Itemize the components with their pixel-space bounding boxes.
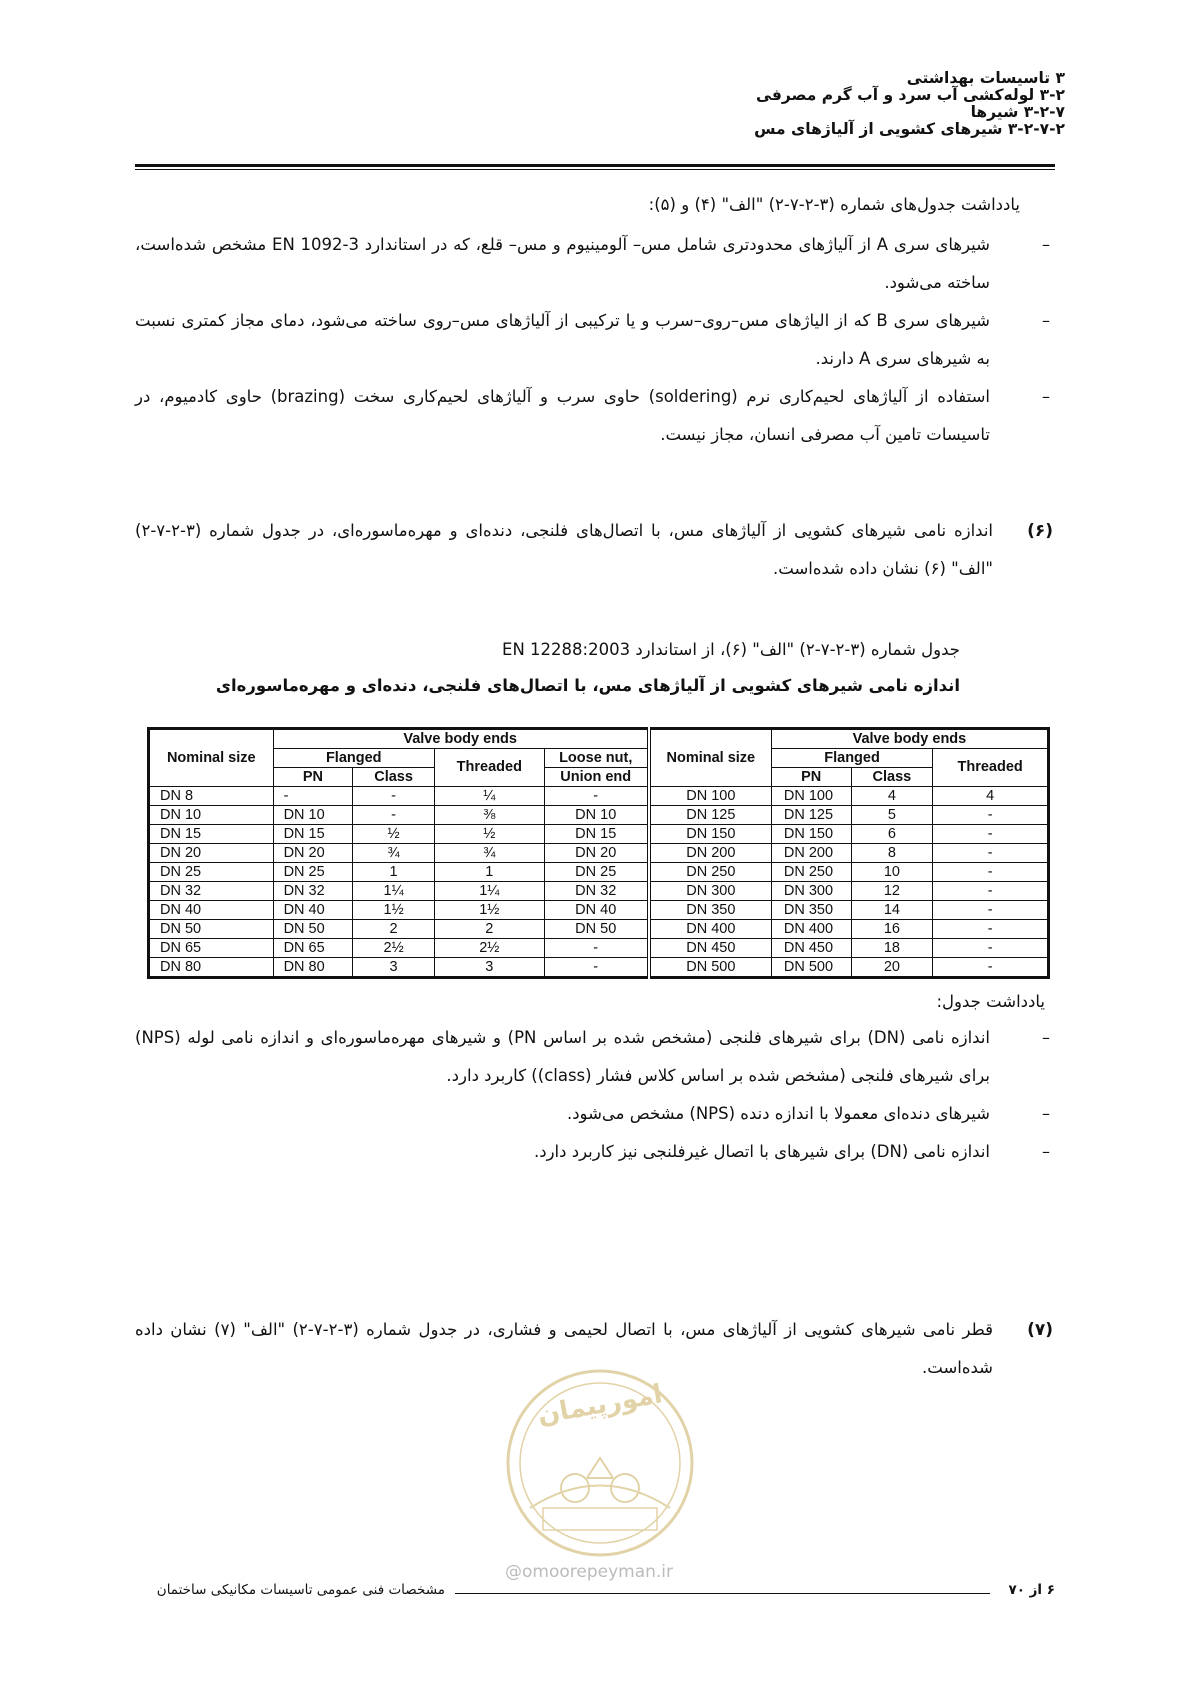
at-icon: @ bbox=[505, 1562, 522, 1582]
header-rule-thin bbox=[135, 169, 1055, 170]
table-cell: ½ bbox=[353, 825, 435, 844]
col-nominal-size-right: Nominal size bbox=[649, 729, 772, 787]
table-cell: 18 bbox=[851, 939, 933, 958]
table-cell: DN 200 bbox=[771, 844, 851, 863]
table-cell: 1½ bbox=[434, 901, 544, 920]
table-note-text-2: شیرهای دنده‌ای معمولا با اندازه دنده (NPS) مشخص می‌شود. bbox=[566, 1104, 990, 1123]
section-header bbox=[365, 70, 1065, 138]
table-cell: DN 65 bbox=[149, 939, 274, 958]
table-cell: - bbox=[933, 863, 1049, 882]
table-cell: DN 15 bbox=[149, 825, 274, 844]
table-title: اندازه نامی شیرهای کشویی از آلیاژهای مس، با اتصال‌های فلنجی، دنده‌ای و مهره‌ماسوره‌ای bbox=[215, 676, 960, 695]
table-cell: 3 bbox=[353, 958, 435, 978]
footer-page-number: ۶ از ۷۰ bbox=[1008, 1582, 1055, 1598]
table-cell: - bbox=[544, 939, 649, 958]
table-cell: 2½ bbox=[353, 939, 435, 958]
table-cell: 1¼ bbox=[434, 882, 544, 901]
table-cell: DN 8 bbox=[149, 787, 274, 806]
table-cell: DN 200 bbox=[649, 844, 772, 863]
table-note-item-3 bbox=[135, 1133, 1050, 1171]
table-note-text-3: اندازه نامی (DN) برای شیرهای با اتصال غیرفلنجی نیز کاربرد دارد. bbox=[533, 1142, 990, 1161]
table-cell: - bbox=[544, 787, 649, 806]
table-cell: DN 125 bbox=[649, 806, 772, 825]
table-cell: DN 10 bbox=[149, 806, 274, 825]
table-cell: 4 bbox=[933, 787, 1049, 806]
note-item-1 bbox=[135, 226, 1050, 302]
table-cell: DN 50 bbox=[149, 920, 274, 939]
table-cell: DN 20 bbox=[149, 844, 274, 863]
table-row bbox=[149, 806, 1049, 825]
col-valve-body-ends-left: Valve body ends bbox=[273, 729, 649, 749]
table-cell: DN 500 bbox=[649, 958, 772, 978]
table-cell: - bbox=[933, 825, 1049, 844]
table-header-row-3 bbox=[149, 768, 1049, 787]
table-header-row-1 bbox=[149, 729, 1049, 749]
table-cell: DN 25 bbox=[544, 863, 649, 882]
table-cell: DN 450 bbox=[649, 939, 772, 958]
dash-marker: – bbox=[1042, 311, 1050, 330]
table-cell: DN 40 bbox=[273, 901, 353, 920]
table-cell: DN 125 bbox=[771, 806, 851, 825]
col-pn-left: PN bbox=[273, 768, 353, 787]
dash-marker: – bbox=[1042, 387, 1050, 406]
table-cell: 20 bbox=[851, 958, 933, 978]
table-cell: DN 25 bbox=[273, 863, 353, 882]
table-cell: - bbox=[273, 787, 353, 806]
table-cell: DN 500 bbox=[771, 958, 851, 978]
table-cell: DN 10 bbox=[544, 806, 649, 825]
table-cell: - bbox=[933, 939, 1049, 958]
table-cell: DN 250 bbox=[771, 863, 851, 882]
dash-marker: – bbox=[1042, 235, 1050, 254]
table-cell: DN 250 bbox=[649, 863, 772, 882]
table-cell: 1 bbox=[434, 863, 544, 882]
col-flanged-left: Flanged bbox=[273, 749, 434, 768]
table-cell: ⅜ bbox=[434, 806, 544, 825]
note-item-2 bbox=[135, 302, 1050, 378]
table-cell: 2 bbox=[434, 920, 544, 939]
table-cell: DN 32 bbox=[149, 882, 274, 901]
table-cell: DN 40 bbox=[149, 901, 274, 920]
table-cell: ¾ bbox=[353, 844, 435, 863]
watermark-site bbox=[505, 1562, 673, 1582]
table-body bbox=[149, 787, 1049, 978]
col-pn-right: PN bbox=[771, 768, 851, 787]
table-cell: DN 32 bbox=[544, 882, 649, 901]
col-loose-nut: Loose nut, bbox=[544, 749, 649, 768]
table-cell: DN 32 bbox=[273, 882, 353, 901]
item-6-text: اندازه نامی شیرهای کشویی از آلیاژهای مس، با اتصال‌های فلنجی، دنده‌ای و مهره‌ماسوره‌ای، در جدول شماره (۳-۲-۷-۲) "الف" (۶) نشان داده شده‌است. bbox=[135, 521, 993, 578]
table-cell: ¼ bbox=[434, 787, 544, 806]
table-cell: DN 100 bbox=[649, 787, 772, 806]
item-7-number: (۷) bbox=[1027, 1320, 1053, 1340]
table-cell: DN 50 bbox=[273, 920, 353, 939]
note-text-3: استفاده از آلیاژهای لحیم‌کاری نرم (soldering) حاوی سرب و آلیاژهای لحیم‌کاری سخت (brazing) حاوی کادمیوم، در تاسیسات تامین آب مصرفی انسان، مجاز نیست. bbox=[135, 387, 990, 444]
table-cell: DN 15 bbox=[273, 825, 353, 844]
col-class-right: Class bbox=[851, 768, 933, 787]
table-cell: 4 bbox=[851, 787, 933, 806]
item-7-text: قطر نامی شیرهای کشویی از آلیاژهای مس، با اتصال لحیمی و فشاری، در جدول شماره (۳-۲-۷-۲) "الف" (۷) نشان داده شده‌است. bbox=[135, 1320, 993, 1377]
footer-title: مشخصات فنی عمومی تاسیسات مکانیکی ساختمان bbox=[156, 1582, 445, 1598]
table-cell: DN 300 bbox=[771, 882, 851, 901]
table-cell: DN 300 bbox=[649, 882, 772, 901]
header-line-1: ۳ تاسیسات بهداشتی bbox=[906, 69, 1065, 87]
table-cell: 3 bbox=[434, 958, 544, 978]
table-row bbox=[149, 863, 1049, 882]
table-cell: 5 bbox=[851, 806, 933, 825]
table-cell: DN 400 bbox=[771, 920, 851, 939]
table-cell: DN 10 bbox=[273, 806, 353, 825]
table-header-row-2 bbox=[149, 749, 1049, 768]
table-note-item-1 bbox=[135, 1019, 1050, 1095]
table-cell: - bbox=[933, 920, 1049, 939]
header-rule-thick bbox=[135, 164, 1055, 167]
table-cell: DN 400 bbox=[649, 920, 772, 939]
table-cell: DN 150 bbox=[649, 825, 772, 844]
watermark-logo-text: امورپیمان bbox=[535, 1379, 665, 1431]
table-cell: DN 350 bbox=[649, 901, 772, 920]
table-cell: DN 450 bbox=[771, 939, 851, 958]
table-cell: DN 20 bbox=[544, 844, 649, 863]
item-6 bbox=[135, 512, 1053, 588]
table-cell: - bbox=[353, 787, 435, 806]
header-line-2: ۳-۲ لوله‌کشی آب سرد و آب گرم مصرفی bbox=[756, 86, 1065, 104]
col-nominal-size-left: Nominal size bbox=[149, 729, 274, 787]
col-threaded-right: Threaded bbox=[933, 749, 1049, 787]
header-line-3: ۳-۲-۷ شیرها bbox=[970, 103, 1065, 121]
note-text-1: شیرهای سری A از آلیاژهای محدودتری شامل مس– آلومینیوم و مس– قلع، که در استاندارد EN 1092-3 مشخص شده‌است، ساخته می‌شود. bbox=[135, 235, 990, 292]
table-cell: DN 150 bbox=[771, 825, 851, 844]
table-caption: جدول شماره (۳-۲-۷-۲) "الف" (۶)، از استاندارد EN 12288:2003 bbox=[502, 640, 960, 659]
table-cell: DN 350 bbox=[771, 901, 851, 920]
table-row bbox=[149, 939, 1049, 958]
table-cell: DN 40 bbox=[544, 901, 649, 920]
col-class-left: Class bbox=[353, 768, 435, 787]
table-cell: 8 bbox=[851, 844, 933, 863]
table-cell: - bbox=[933, 958, 1049, 978]
table-cell: 1½ bbox=[353, 901, 435, 920]
table-cell: 14 bbox=[851, 901, 933, 920]
table-row bbox=[149, 825, 1049, 844]
header-line-4: ۳-۲-۷-۲ شیرهای کشویی از آلیاژهای مس bbox=[754, 120, 1065, 138]
table-cell: ½ bbox=[434, 825, 544, 844]
note-text-2: شیرهای سری B که از الیاژهای مس–روی–سرب و یا ترکیبی از آلیاژهای مس–روی ساخته می‌شود، دمای مجاز کمتری نسبت به شیرهای سری A دارند. bbox=[135, 311, 990, 368]
table-notes-intro: یادداشت جدول: bbox=[936, 992, 1045, 1011]
table-row bbox=[149, 958, 1049, 978]
table-cell: DN 100 bbox=[771, 787, 851, 806]
table-cell: DN 80 bbox=[273, 958, 353, 978]
table-cell: - bbox=[933, 882, 1049, 901]
table-cell: DN 65 bbox=[273, 939, 353, 958]
table-cell: DN 20 bbox=[273, 844, 353, 863]
table-cell: 6 bbox=[851, 825, 933, 844]
table-cell: ¾ bbox=[434, 844, 544, 863]
table-cell: 1¼ bbox=[353, 882, 435, 901]
watermark-logo bbox=[495, 1358, 705, 1568]
col-valve-body-ends-right: Valve body ends bbox=[771, 729, 1048, 749]
table-cell: - bbox=[544, 958, 649, 978]
table-row bbox=[149, 787, 1049, 806]
table-cell: 12 bbox=[851, 882, 933, 901]
table-cell: 1 bbox=[353, 863, 435, 882]
table-cell: - bbox=[933, 844, 1049, 863]
table-row bbox=[149, 882, 1049, 901]
dash-marker: – bbox=[1042, 1104, 1050, 1123]
table-cell: DN 50 bbox=[544, 920, 649, 939]
table-cell: DN 80 bbox=[149, 958, 274, 978]
table-cell: - bbox=[933, 806, 1049, 825]
table-note-text-1: اندازه نامی (DN) برای شیرهای فلنجی (مشخص شده بر اساس PN) و شیرهای مهره‌ماسوره‌ای و اندازه نامی لوله (NPS) برای شیرهای فلنجی (مشخص شده بر اساس کلاس فشار (class)) کاربرد دارد. bbox=[135, 1028, 990, 1085]
table-cell: DN 15 bbox=[544, 825, 649, 844]
table-note-item-2 bbox=[135, 1095, 1050, 1133]
table-cell: DN 25 bbox=[149, 863, 274, 882]
col-flanged-right: Flanged bbox=[771, 749, 932, 768]
col-threaded-left: Threaded bbox=[434, 749, 544, 787]
footer-rule bbox=[455, 1593, 990, 1594]
dash-marker: – bbox=[1042, 1142, 1050, 1161]
table-cell: 10 bbox=[851, 863, 933, 882]
col-union-end: Union end bbox=[544, 768, 649, 787]
notes-intro: یادداشت جدول‌های شماره (۳-۲-۷-۲) "الف" (۴) و (۵): bbox=[648, 195, 1020, 214]
dash-marker: – bbox=[1042, 1028, 1050, 1047]
table-cell: - bbox=[353, 806, 435, 825]
watermark-site-text: omoorepeyman.ir bbox=[522, 1562, 674, 1582]
table-row bbox=[149, 920, 1049, 939]
table-row bbox=[149, 901, 1049, 920]
note-item-3 bbox=[135, 378, 1050, 454]
item-6-number: (۶) bbox=[1027, 521, 1053, 541]
table-cell: - bbox=[933, 901, 1049, 920]
table-cell: 16 bbox=[851, 920, 933, 939]
table-cell: 2½ bbox=[434, 939, 544, 958]
valve-size-table bbox=[147, 727, 1050, 979]
table-row bbox=[149, 844, 1049, 863]
table-cell: 2 bbox=[353, 920, 435, 939]
